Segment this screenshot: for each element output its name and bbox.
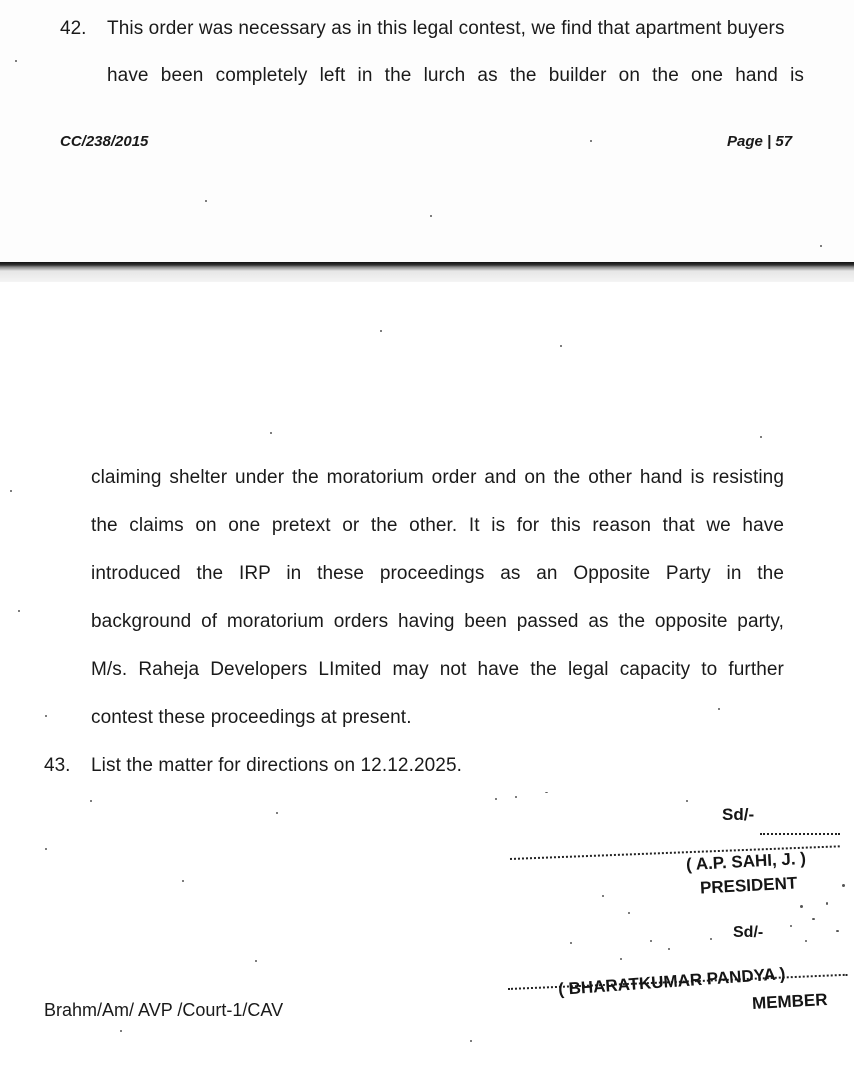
paragraph-42-continued-line-6: contest these proceedings at present.	[91, 707, 412, 728]
paragraph-43-text: List the matter for directions on 12.12.2025.	[91, 755, 462, 776]
paragraph-42-line-1: This order was necessary as in this legal contest, we find that apartment buyers	[107, 18, 785, 39]
paragraph-42-continued-line-1: claiming shelter under the moratorium order and on the other hand is resisting	[91, 467, 784, 488]
signatory-title-president: PRESIDENT	[699, 873, 798, 898]
footer-reference: Brahm/Am/ AVP /Court-1/CAV	[44, 1000, 284, 1020]
paragraph-42-line-2: have been completely left in the lurch as the builder on the one hand is	[107, 65, 804, 86]
page-break-divider	[0, 262, 854, 282]
paragraph-number-42: 42.	[60, 18, 87, 39]
case-reference: CC/238/2015	[60, 133, 149, 150]
previous-page-fragment	[0, 0, 854, 262]
signatory-title-member: MEMBER	[751, 990, 828, 1013]
paragraph-42-continued-line-5: M/s. Raheja Developers LImited may not have the legal capacity to further	[91, 659, 784, 680]
signature-sd-president: Sd/-	[722, 805, 755, 824]
signature-sd-member: Sd/-	[733, 924, 764, 941]
page-number: Page | 57	[727, 133, 793, 150]
paragraph-42-continued-line-2: the claims on one pretext or the other. It is for this reason that we have	[91, 515, 784, 536]
paragraph-number-43: 43.	[44, 755, 71, 776]
signatory-name-president: ( A.P. SAHI, J. )	[685, 848, 807, 875]
paragraph-42-continued-line-4: background of moratorium orders having been passed as the opposite party,	[91, 611, 784, 632]
paragraph-42-continued-line-3: introduced the IRP in these proceedings as an Opposite Party in the	[91, 563, 784, 584]
signature-dotted-line-top	[760, 833, 840, 835]
signatory-name-member: ( BHARATKUMAR PANDYA )	[557, 964, 786, 999]
